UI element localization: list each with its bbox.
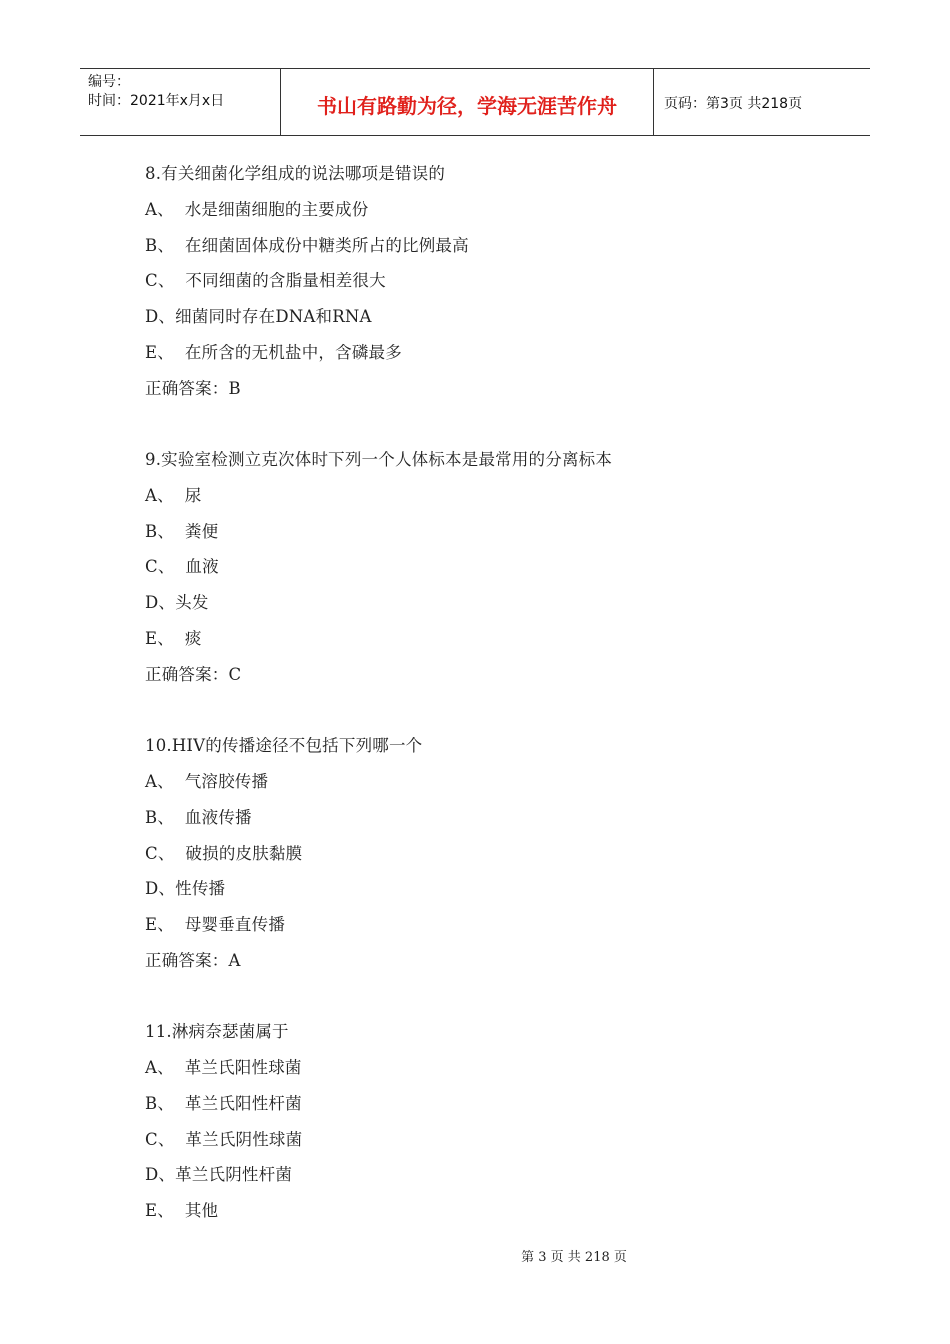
option-e: E、 痰 bbox=[145, 629, 202, 649]
option-a: A、 尿 bbox=[145, 485, 202, 505]
option-b: B、 在细菌固体成份中糖类所占的比例最高 bbox=[145, 235, 469, 255]
option-c: C、 不同细菌的含脂量相差很大 bbox=[145, 271, 386, 291]
page-header bbox=[80, 68, 870, 136]
time-label: 时间：2021年x月x日 bbox=[88, 93, 225, 109]
question-list bbox=[145, 156, 865, 1265]
option-b: B、 粪便 bbox=[145, 521, 219, 541]
answer: 正确答案：B bbox=[145, 378, 241, 398]
header-motto: 书山有路勤为径，学海无涯苦作舟 bbox=[281, 69, 654, 135]
header-meta bbox=[80, 69, 281, 135]
option-a: A、 革兰氏阳性球菌 bbox=[145, 1058, 302, 1078]
answer: 正确答案：C bbox=[145, 664, 242, 684]
question-9 bbox=[145, 442, 865, 693]
number-label: 编号： bbox=[88, 74, 130, 90]
option-d: D、头发 bbox=[145, 593, 209, 613]
question-stem: 10.HIV的传播途径不包括下列哪一个 bbox=[145, 736, 423, 756]
option-d: D、革兰氏阴性杆菌 bbox=[145, 1165, 293, 1185]
option-b: B、 革兰氏阳性杆菌 bbox=[145, 1093, 302, 1113]
question-stem: 9.实验室检测立克次体时下列一个人体标本是最常用的分离标本 bbox=[145, 450, 613, 470]
question-10 bbox=[145, 728, 865, 979]
option-c: C、 革兰氏阴性球菌 bbox=[145, 1129, 303, 1149]
header-page-info: 页码：第3页 共218页 bbox=[664, 96, 803, 112]
answer: 正确答案：A bbox=[145, 950, 241, 970]
question-11 bbox=[145, 1014, 865, 1229]
option-a: A、 水是细菌细胞的主要成份 bbox=[145, 199, 369, 219]
option-b: B、 血液传播 bbox=[145, 807, 252, 827]
option-e: E、 母婴垂直传播 bbox=[145, 915, 286, 935]
question-8 bbox=[145, 156, 865, 407]
option-e: E、 在所含的无机盐中，含磷最多 bbox=[145, 342, 402, 362]
option-e: E、 其他 bbox=[145, 1201, 219, 1221]
option-d: D、细菌同时存在DNA和RNA bbox=[145, 307, 372, 327]
question-stem: 11.淋病奈瑟菌属于 bbox=[145, 1022, 289, 1042]
option-c: C、 破损的皮肤黏膜 bbox=[145, 843, 303, 863]
option-c: C、 血液 bbox=[145, 557, 219, 577]
question-stem: 8.有关细菌化学组成的说法哪项是错误的 bbox=[145, 164, 446, 183]
option-d: D、性传播 bbox=[145, 879, 226, 899]
option-a: A、 气溶胶传播 bbox=[145, 771, 269, 791]
page-footer: 第 3 页 共 218 页 bbox=[521, 1250, 627, 1265]
